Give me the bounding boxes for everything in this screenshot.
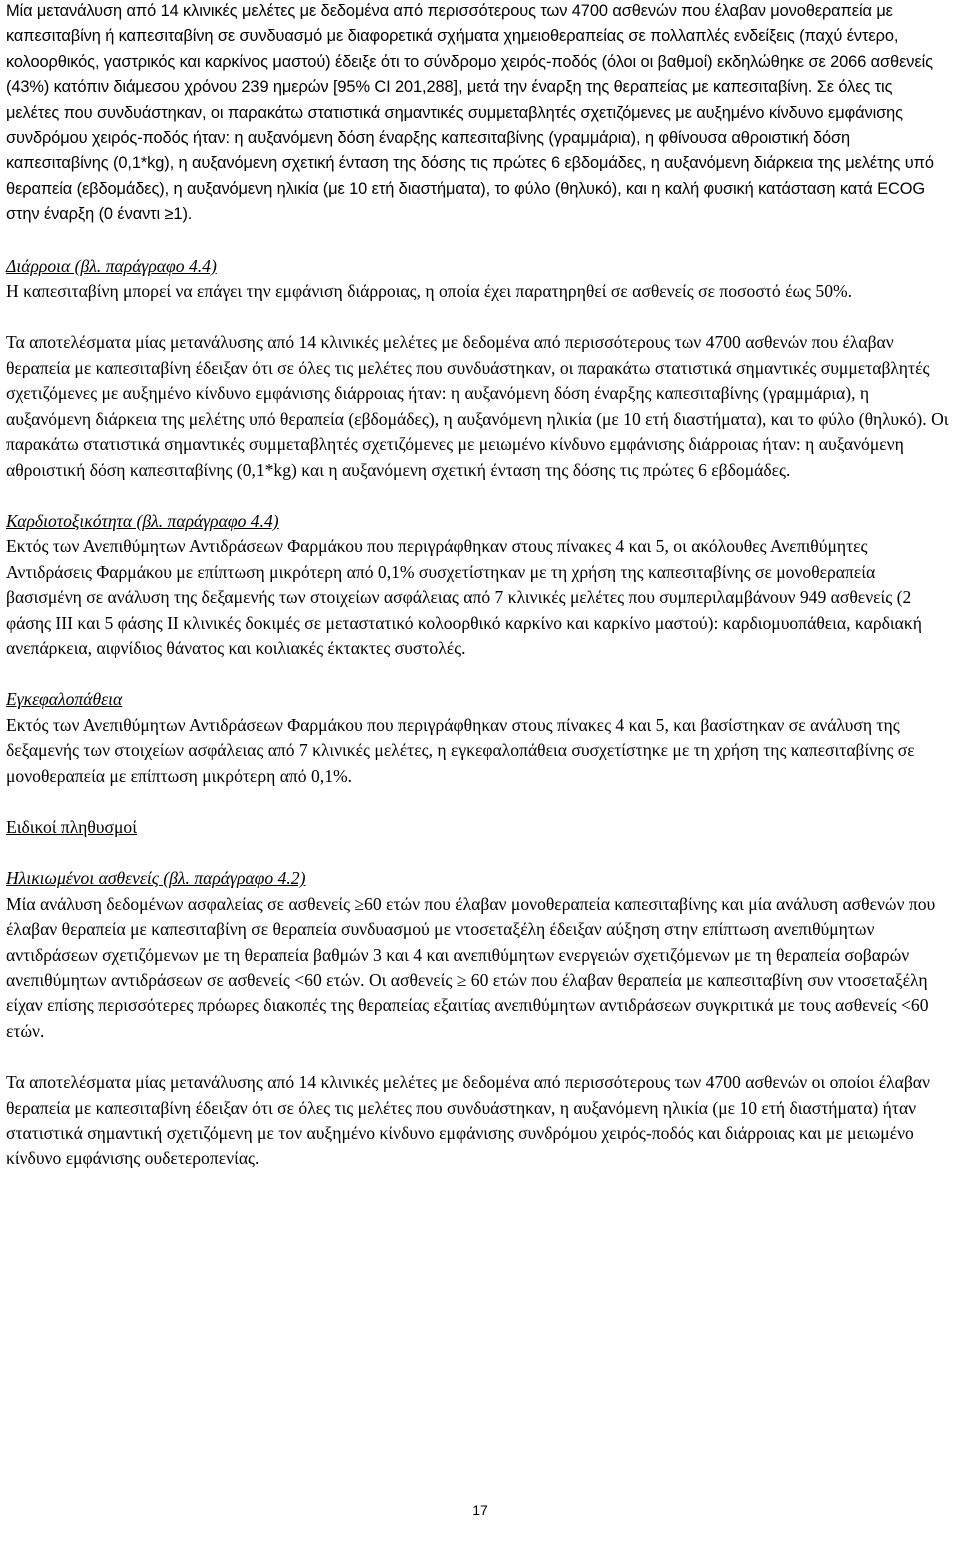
spacer: [6, 840, 950, 866]
spacer: [6, 228, 950, 254]
document-page: [6, 0, 950, 1172]
spacer: [6, 483, 950, 509]
cardiotoxicity-heading: Καρδιοτοξικότητα (βλ. παράγραφο 4.4): [6, 510, 279, 531]
encephalopathy-heading: Εγκεφαλοπάθεια: [6, 689, 123, 710]
special-populations-heading: Ειδικοί πληθυσμοί: [6, 816, 137, 837]
spacer: [6, 304, 950, 330]
encephalopathy-paragraph: Εκτός των Ανεπιθύμητων Αντιδράσεων Φαρμάκου που περιγράφθηκαν στους πίνακες 4 και 5, και βασίστηκαν σε ανάλυση της δεξαμενής των στοιχείων ασφάλειας από 7 κλινικές μελέτες, η εγκεφαλοπάθεια συσχετίστηκε με τη χρήση της καπεσιταβίνης σε μονοθεραπεία με επίπτωση μικρότερη από 0,1%.: [6, 714, 915, 786]
spacer: [6, 789, 950, 815]
intro-paragraph: Μία μετανάλυση από 14 κλινικές μελέτες με δεδομένα από περισσότερους των 4700 ασθενών που έλαβαν μονοθεραπεία με καπεσιταβίνη ή καπεσιταβίνη σε συνδυασμό με διαφορετικά σχήματα χημειοθεραπείας σε πολλαπλές ενδείξεις (παχύ έντερο, κολοορθικός, γαστρικός και καρκίνος μαστού) έδειξε ότι το σύνδρομο χειρός-ποδός (όλοι οι βαθμοί) εκδηλώθηκε σε 2066 ασθενείς (43%) κατόπιν διάμεσου χρόνου 239 ημερών [95% CI 201,288], μετά την έναρξη της θεραπείας με καπεσιταβίνη. Σε όλες τις μελέτες που συνδυάστηκαν, οι παρακάτω στατιστικά σημαντικές συμμεταβλητές σχετιζόμενες με αυξημένο κίνδυνο εμφάνισης συνδρόμου χειρός-ποδός ήταν: η αυξανόμενη δόση έναρξης καπεσιταβίνης (γραμμάρια), η φθίνουσα αθροιστική δόση καπεσιταβίνης (0,1*kg), η αυξανόμενη σχετική ένταση της δόσης τις πρώτες 6 εβδομάδες, η αυξανόμενη διάρκεια της μελέτης υπό θεραπεία (εβδομάδες), η αυξανόμενη ηλικία (με 10 ετή διαστήματα), το φύλο (θηλυκό), και η καλή φυσική κατάσταση κατά ECOG στην έναρξη (0 έναντι ≥1).: [6, 2, 934, 224]
elderly-paragraph-2: Τα αποτελέσματα μίας μετανάλυσης από 14 κλινικές μελέτες με δεδομένα από περισσότερους των 4700 ασθενών οι οποίοι έλαβαν θεραπεία με καπεσιταβίνη έδειξαν ότι σε όλες τις μελέτες που συνδυάστηκαν, η αυξανόμενη ηλικία (με 10 ετή διαστήματα) ήταν στατιστικά σημαντική σχετιζόμενη με τον αυξημένο κίνδυνο εμφάνισης συνδρόμου χειρός-ποδός και διάρροιας και με μειωμένο κίνδυνο εμφάνισης ουδετεροπενίας.: [6, 1072, 930, 1169]
spacer: [6, 661, 950, 687]
diarrhoea-heading: Διάρροια (βλ. παράγραφο 4.4): [6, 255, 217, 276]
page-number: 17: [472, 1502, 488, 1518]
spacer: [6, 1044, 950, 1070]
elderly-heading: Ηλικιωμένοι ασθενείς (βλ. παράγραφο 4.2): [6, 868, 306, 889]
diarrhoea-paragraph-1: Η καπεσιταβίνη μπορεί να επάγει την εμφάνιση διάρροιας, η οποία έχει παρατηρηθεί σε ασθενείς σε ποσοστό έως 50%.: [6, 281, 853, 302]
cardiotoxicity-paragraph: Εκτός των Ανεπιθύμητων Αντιδράσεων Φαρμάκου που περιγράφθηκαν στους πίνακες 4 και 5, οι ακόλουθες Ανεπιθύμητες Αντιδράσεις Φαρμάκου με επίπτωση μικρότερη από 0,1% συσχετίστηκαν με τη χρήση της καπεσιταβίνης σε μονοθεραπεία βασισμένη σε ανάλυση της δεξαμενής των στοιχείων ασφάλειας από 7 κλινικές μελέτες που συμπεριλαμβάνουν 949 ασθενείς (2 φάσης III και 5 φάσης II κλινικές δοκιμές σε μεταστατικό κολοορθικό καρκίνο και καρκίνο μαστού): καρδιομυοπάθεια, καρδιακή ανεπάρκεια, αιφνίδιος θάνατος και κοιλιακές έκτακτες συστολές.: [6, 536, 922, 658]
elderly-paragraph-1: Μία ανάλυση δεδομένων ασφαλείας σε ασθενείς ≥60 ετών που έλαβαν μονοθεραπεία καπεσιταβίνης και μία ανάλυση ασθενών που έλαβαν θεραπεία με καπεσιταβίνη σε θεραπεία συνδυασμού με ντοσεταξέλη έδειξαν αύξηση στην επίπτωση ανεπιθύμητων αντιδράσεων σχετιζόμενων με τη θεραπεία βαθμών 3 και 4 και ανεπιθύμητων ενεργειών σχετιζόμενων με τη θεραπεία σοβαρών ανεπιθύμητων αντιδράσεων σε ασθενείς <60 ετών. Οι ασθενείς ≥ 60 ετών που έλαβαν θεραπεία με καπεσιταβίνη συν ντοσεταξέλη είχαν επίσης περισσότερες πρόωρες διακοπές της θεραπείας εξαιτίας ανεπιθύμητων αντιδράσεων συγκριτικά με τους ασθενείς <60 ετών.: [6, 893, 936, 1041]
diarrhoea-paragraph-2: Τα αποτελέσματα μίας μετανάλυσης από 14 κλινικές μελέτες με δεδομένα από περισσότερους των 4700 ασθενών που έλαβαν θεραπεία με καπεσιταβίνη έδειξαν ότι σε όλες τις μελέτες που συνδυάστηκαν, οι παρακάτω στατιστικά σημαντικές συμμεταβλητές σχετιζόμενες με αυξημένο κίνδυνο εμφάνισης διάρροιας ήταν: η αυξανόμενη δόση έναρξης καπεσιταβίνης (γραμμάρια), η αυξανόμενη διάρκεια της μελέτης υπό θεραπεία (εβδομάδες), η αυξανόμενη ηλικία (με 10 ετή διαστήματα), και το φύλο (θηλυκό). Οι παρακάτω στατιστικά σημαντικές συμμεταβλητές σχετιζόμενες με μειωμένο κίνδυνο εμφάνισης διάρροιας ήταν: η αυξανόμενη αθροιστική δόση καπεσιταβίνης (0,1*kg) και η αυξανόμενη σχετική ένταση της δόσης τις πρώτες 6 εβδομάδες.: [6, 332, 949, 480]
